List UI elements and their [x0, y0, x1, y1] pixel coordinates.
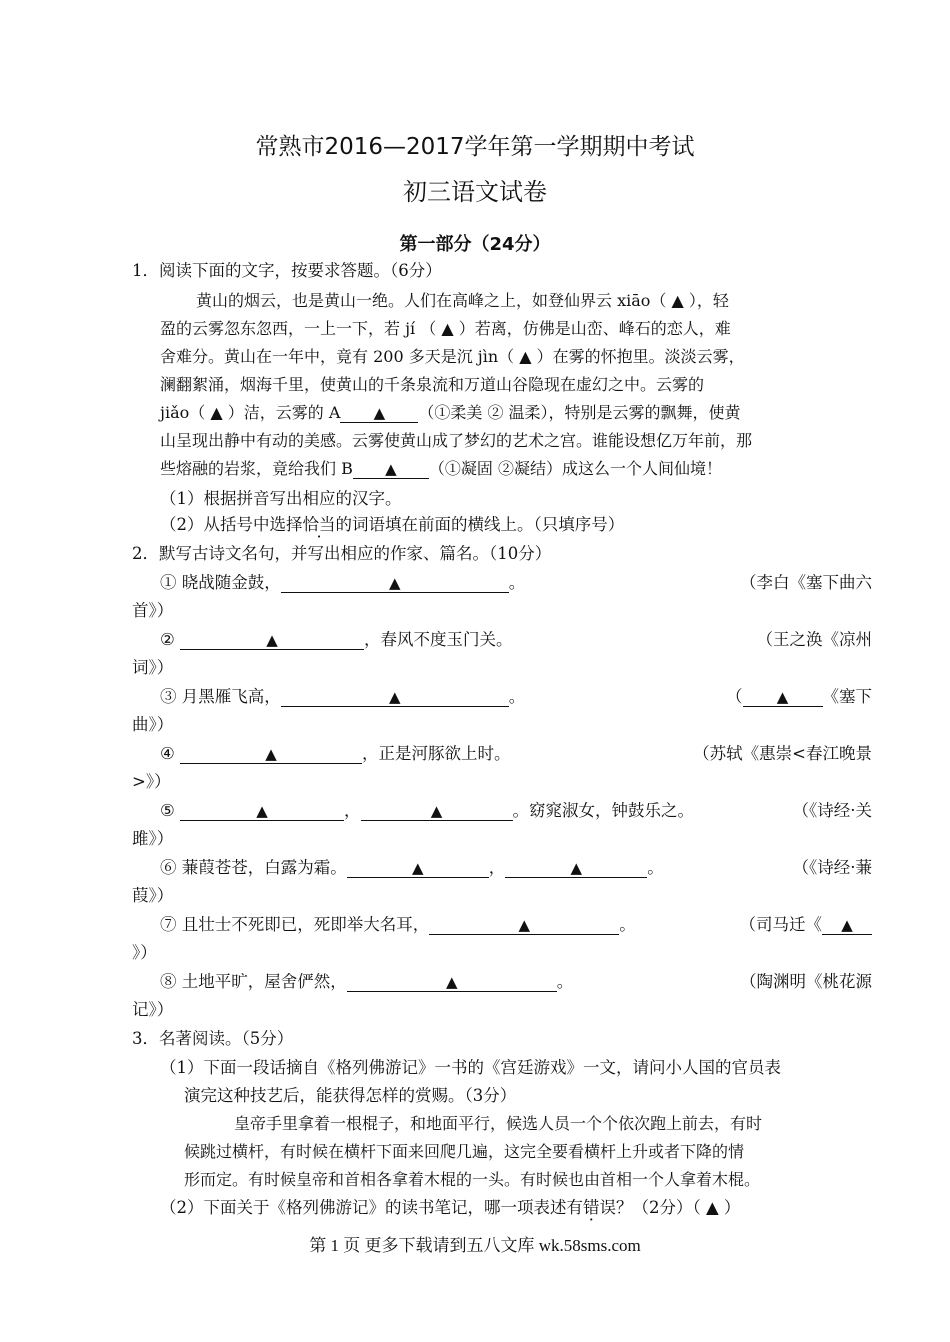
- triangle-icon: ▲: [841, 916, 853, 934]
- q2-item-text: ④: [160, 744, 181, 763]
- q2-item: [160, 686, 525, 708]
- q2-source: （陶渊明《桃花源: [740, 972, 872, 991]
- q2-item: [160, 914, 636, 936]
- q1-stem: 1．阅读下面的文字，按要求答题。（6分）: [132, 261, 442, 280]
- q1-passage-line: 盈的云雾忽东忽西，一上一下，若 jí （ ▲ ）若离，仿佛是山峦、峰石的恋人，难: [160, 319, 731, 338]
- triangle-icon: ▲: [388, 574, 401, 592]
- q2-source-text: （司马迁《: [739, 915, 822, 934]
- answer-blank[interactable]: [347, 973, 557, 992]
- exam-subtitle: 初三语文试卷: [403, 178, 547, 206]
- answer-blank[interactable]: [281, 574, 509, 593]
- q3-sub1: （1）下面一段话摘自《格列佛游记》一书的《宫廷游戏》一文，请问小人国的官员表: [160, 1058, 781, 1077]
- q2-source: （李白《塞下曲六: [740, 573, 872, 592]
- triangle-icon: ▲: [266, 631, 278, 649]
- answer-blank[interactable]: [180, 631, 364, 650]
- q2-source-cont: >》）: [132, 772, 171, 791]
- title-blank[interactable]: [822, 916, 872, 935]
- q1-passage-text: （①凝固 ②凝结）成这么一个人间仙境！: [428, 459, 722, 478]
- blank-a[interactable]: [340, 404, 418, 423]
- q2-source-cont: 曲》）: [132, 715, 174, 734]
- q1-sub2: [160, 514, 624, 536]
- q2-item-text: 。窈窕淑女，钟鼓乐之。: [512, 801, 695, 820]
- answer-blank[interactable]: [180, 802, 344, 821]
- triangle-icon: ▲: [430, 802, 443, 820]
- q2-source: [740, 914, 873, 936]
- q3-quote-line: 皇帝手里拿着一根棍子，和地面平行，候选人员一个个依次跑上前去，有时: [234, 1114, 763, 1133]
- q1-passage-text: jiǎo（ ▲ ）洁，云雾的 A: [160, 403, 341, 422]
- q1-passage-line: [160, 402, 741, 424]
- q2-source: （王之涣《凉州: [756, 630, 872, 649]
- q2-item: [160, 572, 525, 594]
- emphasis-dot-text: 恰当: [302, 515, 336, 534]
- triangle-icon: ▲: [518, 916, 531, 934]
- q2-source-cont: 雎》）: [132, 829, 174, 848]
- q3-sub1-cont: 演完这种技艺后，能获得怎样的赏赐。（3分）: [184, 1086, 517, 1105]
- q1-passage-line: 黄山的烟云，也是黄山一绝。人们在高峰之上，如登仙界云 xiāo（ ▲ ），轻: [196, 291, 729, 310]
- q2-source: [726, 686, 872, 708]
- blank-b[interactable]: [353, 460, 429, 479]
- q3-sub2-text: ？（2分）（ ▲ ）: [616, 1198, 741, 1217]
- triangle-icon: ▲: [388, 688, 401, 706]
- q2-stem: 2．默写古诗文名句，并写出相应的作家、篇名。（10分）: [132, 544, 552, 563]
- triangle-icon: ▲: [265, 745, 277, 763]
- q2-item-text: 。: [647, 858, 664, 877]
- page-footer: 第 1 页 更多下载请到五八文库 wk.58sms.com: [309, 1236, 641, 1255]
- answer-blank[interactable]: [180, 745, 362, 764]
- q2-item-text: 。: [556, 972, 574, 991]
- q1-passage-text: （①柔美 ② 温柔），特别是云雾的飘舞，使黄: [418, 403, 741, 422]
- q2-item-text: ⑦ 且壮士不死即已，死即举大名耳，: [160, 915, 430, 934]
- q1-sub2-text: （2）从括号中选择: [160, 515, 303, 534]
- q1-sub2-text: 的词语填在前面的横线上。（只填序号）: [335, 515, 625, 534]
- q2-item-text: ，: [344, 801, 361, 820]
- q2-item-text: ，春风不度玉门关。: [364, 630, 513, 649]
- q2-source-text: （: [726, 687, 743, 706]
- triangle-icon: ▲: [570, 859, 583, 877]
- q2-item: [160, 629, 513, 651]
- q1-passage-line: 澜翻絮涌，烟海千里，使黄山的千条泉流和万道山谷隐现在虚幻之中。云雾的: [160, 375, 705, 394]
- q2-source-text: 《塞下: [822, 687, 872, 706]
- q2-item-text: ，: [488, 858, 506, 877]
- q1-sub1: （1）根据拼音写出相应的汉字。: [160, 489, 402, 508]
- section-heading: 第一部分（24分）: [399, 234, 551, 255]
- q3-quote-line: 形而定。有时候皇帝和首相各拿着木棍的一头。有时候也由首相一个人拿着木棍。: [184, 1170, 761, 1189]
- q1-passage-line: 舍难分。黄山在一年中，竟有 200 多天是沉 jìn（ ▲ ）在雾的怀抱里。淡淡云雾，: [160, 347, 745, 366]
- author-blank[interactable]: [743, 688, 823, 707]
- q2-source-cont: 词》）: [132, 658, 174, 677]
- triangle-icon: ▲: [256, 802, 268, 820]
- q3-stem: 3．名著阅读。（5分）: [132, 1029, 294, 1048]
- q1-passage-text: 些熔融的岩浆，竟给我们 B: [160, 459, 353, 478]
- answer-blank[interactable]: [361, 802, 513, 821]
- q2-source-cont: 记》）: [132, 1000, 174, 1019]
- q3-sub2: [160, 1197, 740, 1219]
- q2-item: [160, 743, 511, 765]
- q2-source-cont: 首》）: [132, 601, 174, 620]
- q2-item: [160, 971, 573, 993]
- answer-blank[interactable]: [347, 859, 489, 878]
- q2-source: （《诗经·关: [792, 801, 872, 820]
- q3-sub2-text: （2）下面关于《格列佛游记》的读书笔记，哪一项表述: [160, 1198, 567, 1217]
- q2-item-text: ① 晓战随金鼓，: [160, 573, 281, 592]
- q2-source: （《诗经·蒹: [792, 858, 872, 877]
- answer-blank[interactable]: [505, 859, 647, 878]
- q2-item: [160, 800, 694, 822]
- q2-item: [160, 857, 664, 879]
- q2-item-text: ③ 月黑雁飞高，: [160, 687, 281, 706]
- q2-item-text: ⑥ 蒹葭苍苍，白露为霜。: [160, 858, 347, 877]
- answer-blank[interactable]: [281, 688, 509, 707]
- q3-quote-line: 候跳过横杆，有时候在横杆下面来回爬几遍，这完全要看横杆上升或者下降的情: [184, 1142, 745, 1161]
- triangle-icon: ▲: [411, 859, 424, 877]
- q2-item-text: 。: [508, 573, 526, 592]
- exam-title: 常熟市2016—2017学年第一学期期中考试: [255, 134, 695, 160]
- answer-blank[interactable]: [429, 916, 619, 935]
- triangle-icon: ▲: [385, 460, 397, 478]
- q2-item-text: ⑧ 土地平旷，屋舍俨然，: [160, 972, 347, 991]
- q1-passage-line: [160, 458, 722, 480]
- triangle-icon: ▲: [373, 404, 386, 422]
- triangle-icon: ▲: [776, 688, 789, 706]
- q2-item-text: 。: [619, 915, 636, 934]
- q2-item-text: 。: [508, 687, 526, 706]
- q2-source-cont: 》）: [132, 943, 157, 962]
- q2-item-text: ⑤: [160, 801, 181, 820]
- emphasis-dot-text: 有错误: [566, 1198, 616, 1217]
- q2-source: （苏轼《惠崇<春江晚景: [693, 744, 872, 763]
- q2-item-text: ②: [160, 630, 181, 649]
- q2-item-text: ，正是河豚欲上时。: [362, 744, 511, 763]
- triangle-icon: ▲: [445, 973, 458, 991]
- q1-passage-line: 山呈现出静中有动的美感。云雾使黄山成了梦幻的艺术之宫。谁能设想亿万年前，那: [160, 431, 753, 450]
- q2-source-cont: 葭》）: [132, 886, 174, 905]
